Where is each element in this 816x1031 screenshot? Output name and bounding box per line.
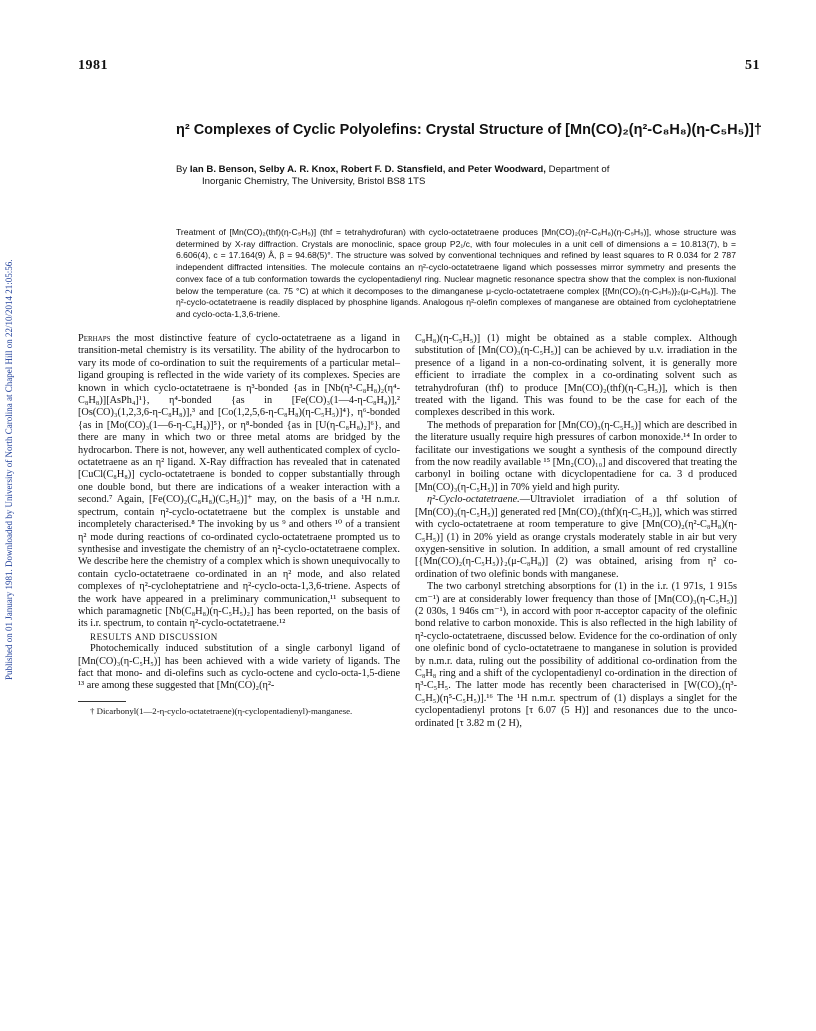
continued-paragraph: C₈H₈)(η-C₅H₅)] (1) might be obtained as a stable complex. Although substitution of [Mn(CO)₃(η-C₅H₅)] can be achieved by u.v. irradiation in the presence of a ligand in a non-co-ordinating solvent, it is generally more efficient to irradiate the complex in a co-ordinating solvent such as tetrahydrofuran (thf) to produce [Mn(CO)₂(thf)(η-C₅H₅)], which is then treated with the ligand. This was found to be the case for each of the complexes described in this work. (415, 333, 737, 419)
results-paragraph: Photochemically induced substitution of a single carbonyl ligand of [Mn(CO)₃(η-C₅H₅)] has been achieved with a wide variety of ligands. The fact that mono- and di-olefins such as cyclo-octene and cyclo-octa-1,5-diene ¹³ are among these suggested that [Mn(CO)₂(η²- (78, 643, 400, 692)
byline-prefix: By (176, 164, 188, 175)
page-number: 51 (745, 58, 760, 73)
ir-paragraph: The two carbonyl stretching absorptions for (1) in the i.r. (1 971s, 1 915s cm⁻¹) are at considerably lower frequency than those of [Mn(CO)₃(η-C₅H₅)] (2 030s, 1 946s cm⁻¹), in accord with poor π-acceptor capacity of the olefinic bond relative to carbon monoxide. This is also reflected in the high lability of η²-cyclo-octatetraene, discussed below. Evidence for the co-ordination of only one olefinic bond of cyclo-octatetraene to manganese in solution is provided by n.m.r. data, ruling out the possibility of additional co-ordination from the C₈H₈ ring and a shift of the cyclopentadienyl co-ordination in the direction of η³-C₅H₅. The latter mode has recently been characterised in [W(CO)₂(η³-C₅H₅)(η⁵-C₅H₅)].¹⁶ The ¹H n.m.r. spectrum of (1) displays a singlet for the cyclopentadienyl protons [τ 6.07 (5 H)] and resonances due to the unco-ordinated [τ 3.82 m (2 H), (415, 581, 737, 729)
preparation-paragraph: The methods of preparation for [Mn(CO)₃(η-C₅H₅)] which are described in the literature usually require high pressures of carbon monoxide.¹⁴ In order to facilitate our investigations we sought a synthesis of the compound directly from the now readily available ¹⁵ [Mn₂(CO)₁₀] and discovered that treating the carbonyl in boiling octane with dicyclopentadiene for ca. 3 d produced [Mn(CO)₃(η-C₅H₅)] in 70% yield and high purity. (415, 419, 737, 493)
download-watermark-text: Published on 01 January 1981. Downloaded by University of North Carolina at Chapel Hill on 22/10/2014 21:05:56. (4, 259, 14, 680)
footnote-rule (78, 701, 126, 702)
cot-paragraph (415, 494, 737, 581)
department-label: Department of (548, 164, 610, 175)
affiliation: Inorganic Chemistry, The University, Bristol BS8 1TS (202, 176, 426, 187)
intro-text: the most distinctive feature of cyclo-octatetraene as a ligand in transition-metal chemistry is its versatility. The ability of the hydrocarbon to vary its mode of co-ordination to suit the requirements of a particular metal–ligand grouping is reflected in the wide variety of its complexes. Species are known in which cyclo-octatetraene is η³-bonded {as in [Nb(η³-C₈H₈)₂(η⁴-C₈H₈)][AsPh₄]¹}, η⁴-bonded {as in [Fe(CO)₃(1—4-η-C₈H₈)],² [Os(CO)₃(1,2,3,6-η-C₈H₈)],³ and [Co(1,2,5,6-η-C₈H₈)(η-C₅H₅)]⁴}, η⁶-bonded {as in [Mo(CO)₃(1—6-η-C₈H₈)]⁵}, or η⁸-bonded {as in [U(η-C₈H₈)₂]⁶}, and there are many in which two or three metal atoms are bridged by the hydrocarbon. There is not, however, any well authenticated complex of cyclo-octatetraene as an η² ligand. X-Ray diffraction has revealed that in catenated [CuCl(C₈H₈)] cyclo-octatetraene is bonded to copper substantially through one double bond, but there are indications of a weaker interaction with a second.⁷ Again, [Fe(CO)₂(C₈H₈)(C₅H₅)]⁺ may, on the basis of a ¹H n.m.r. spectrum, contain η²-cyclo-octatetraene but the complex is unstable and incompletely characterised.⁸ The invoking by us ⁹ and others ¹⁰ of a transient η² mode during reactions of co-ordinated cyclo-octatetraene prompted us to synthesise and investigate the chemistry of an η²-cyclo-octatetraene complex. We describe here the chemistry of a complex which is shown unequivocally to contain cyclo-octatetraene co-ordinated in an η² mode, and also related complexes of η²-cycloheptatriene and η²-cyclo-octa-1,3,6-triene. Aspects of the work have appeared in a preliminary communication,¹¹ subsequent to which paramagnetic [Nb(C₈H₈)(η-C₅H₅)₂] has been reported, on the basis of its i.r. spectrum, to contain η²-cyclo-octatetraene.¹² (78, 333, 400, 630)
author-names: Ian B. Benson, Selby A. R. Knox, Robert F. D. Stansfield, and Peter Woodward, (189, 164, 546, 175)
right-column (415, 333, 737, 730)
article-title: η² Complexes of Cyclic Polyolefins: Crystal Structure of [Mn(CO)₂(η²-C₈H₈)(η-C₅H₅)]† (176, 122, 762, 138)
cot-subheading: η²-Cyclo-octatetraene. (427, 494, 520, 506)
page-year: 1981 (78, 58, 108, 73)
left-column (78, 333, 400, 716)
cot-text: —Ultraviolet irradiation of a thf solution of [Mn(CO)₃(η-C₅H₅)] generated red [Mn(CO)₂(thf)(η-C₅H₅)], which was stirred with cyclo-octatetraene at room temperature to give [Mn(CO)₂(η²-C₈H₈)(η-C₅H₅)] (1) in 20% yield as orange crystals moderately stable in air but very oxygen-sensitive in solution. In addition, a small amount of red crystalline [{Mn(CO)₂(η-C₅H₅)}₂(μ-C₈H₈)] (2) was obtained, arising from η² co-ordination of two olefinic bonds with manganese. (415, 494, 737, 580)
abstract: Treatment of [Mn(CO)₂(thf)(η-C₅H₅)] (thf = tetrahydrofuran) with cyclo-octatetraene produces [Mn(CO)₂(η²-C₈H₈)(η-C₅H₅)], whose structure was determined by X-ray diffraction. Crystals are monoclinic, space group P2₁/c, with four molecules in a unit cell of dimensions a = 10.813(7), b = 6.606(4), c = 17.164(9) Å, β = 94.68(5)°. The structure was solved by conventional techniques and refined by least squares to R 0.034 for 2 787 independent diffracted intensities. The molecule contains an η²-cyclo-octatetraene ligand which possesses mirror symmetry and presents the convex face of a tub conformation towards the cyclopentadienyl ring. Nuclear magnetic resonance spectra show that the complex is non-fluxional below the temperature (ca. 75 °C) at which it decomposes to the dimanganese μ-cyclo-octatetraene complex [{Mn(CO)₂(η-C₅H₅)}₂(μ-C₈H₈)]. The η²-cyclo-octatetraene is readily displaced by phosphine ligands. Analogous η²-olefin complexes of manganese are obtained from cycloheptatriene and cyclo-octa-1,3,6-triene. (176, 227, 736, 319)
title-footnote: † Dicarbonyl(1—2-η-cyclo-octatetraene)(η-cyclopentadienyl)-manganese. (90, 705, 353, 716)
download-watermark (4, 140, 18, 700)
intro-lead-word: Perhaps (78, 333, 111, 344)
section-heading: RESULTS AND DISCUSSION (90, 631, 218, 642)
author-byline (176, 164, 776, 188)
intro-paragraph (78, 333, 400, 631)
